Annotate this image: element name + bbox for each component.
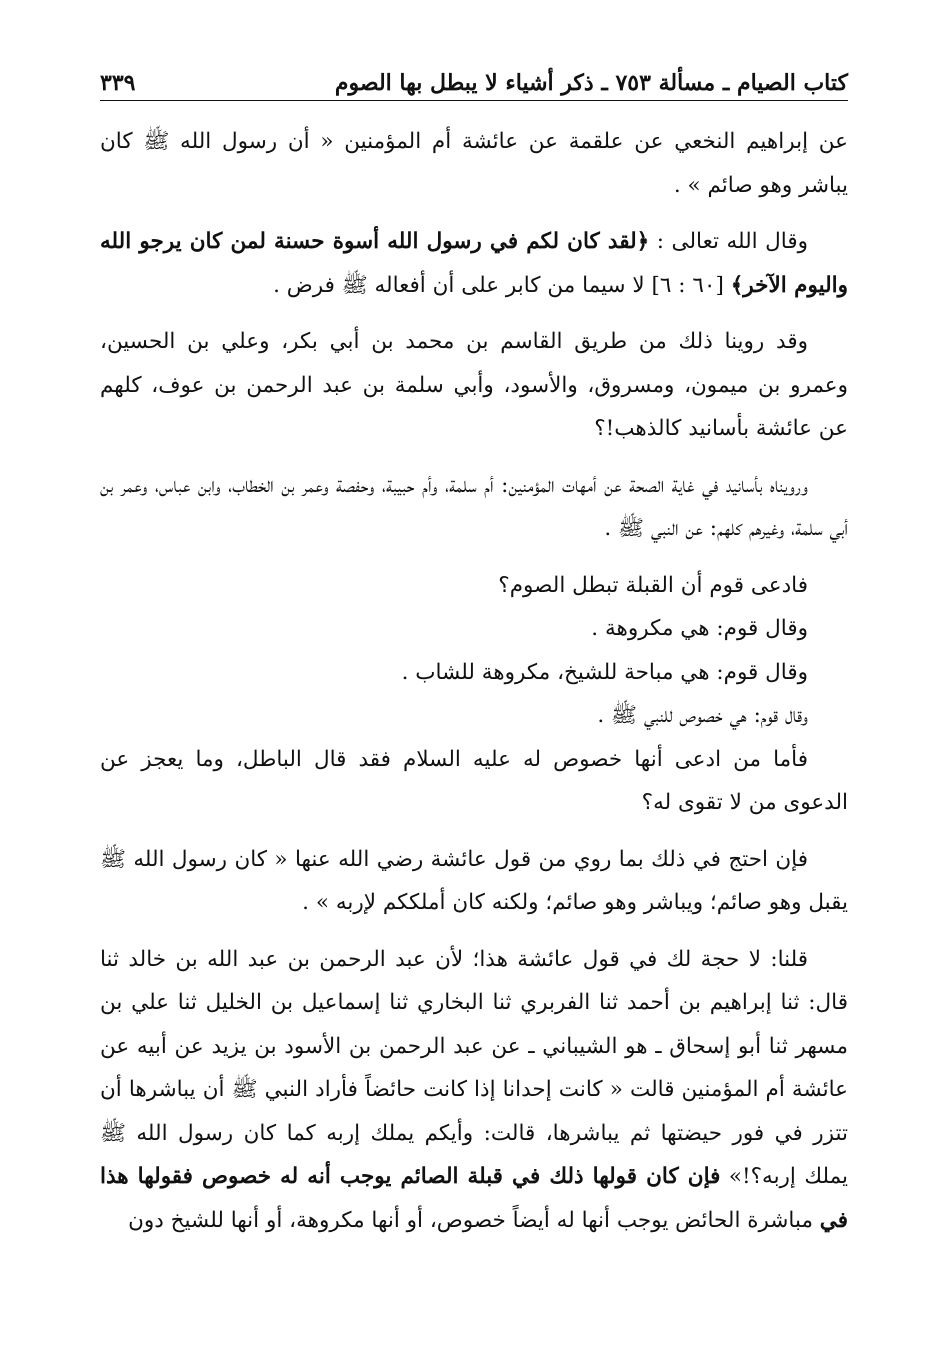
paragraph-1-text: عن إبراهيم النخعي عن علقمة عن عائشة أم المؤمنين « أن رسول الله ﷺ كان يباشر وهو صائم » . xyxy=(100,129,848,198)
paragraph-4-text: ورويناه بأسانيد في غاية الصحة عن أمهات المؤمنين: أم سلمة، وأم حبيبة، وحفصة وعمر بن الخطاب، وابن عباس، وعمر بن أبي سلمة، وغيرهم كلهم: عن النبي ﷺ . xyxy=(100,472,848,541)
paragraph-7 xyxy=(100,938,848,1243)
header-title: كتاب الصيام ـ مسألة ٧٥٣ ـ ذكر أشياء لا يبطل بها الصوم xyxy=(334,70,848,96)
opinion-line: وقال قوم: هي مباحة للشيخ، مكروهة للشاب . xyxy=(401,659,808,685)
page-body xyxy=(100,120,848,1255)
paragraph-2-rest: [٦٠ : ٦] لا سيما من كابر على أن أفعاله ﷺ فرض . xyxy=(273,272,731,298)
paragraph-2 xyxy=(100,220,848,307)
paragraph-3-text: وقد روينا ذلك من طريق القاسم بن محمد بن أبي بكر، وعلي بن الحسين، وعمرو بن ميمون، ومسروق، والأسود، وأبي سلمة بن عبد الرحمن بن عوف، كلهم عن عائشة بأسانيد كالذهب!؟ xyxy=(100,329,848,441)
paragraph-7-text: قلنا: لا حجة لك في قول عائشة هذا؛ لأن عبد الرحمن بن عبد الله بن خالد ثنا قال: ثنا إبراهيم بن أحمد ثنا الفربري ثنا البخاري ثنا إسماعيل بن الخليل ثنا علي بن مسهر ثنا أبو إسحاق ـ هو الشيباني ـ عن عبد الرحمن بن الأسود بن يزيد عن أبيه عن عائشة أم المؤمنين قالت « كانت إحدانا إذا كانت حائضاً فأراد النبي ﷺ أن يباشرها أن تتزر في فور حيضتها ثم يباشرها، قالت: وأيكم يملك إربه كما كان رسول الله ﷺ يملك إربه؟!» xyxy=(100,946,848,1189)
paragraph-6 xyxy=(100,838,848,925)
page-number: ٣٣٩ xyxy=(100,70,136,96)
opinion-line: وقال قوم: هي مكروهة . xyxy=(591,616,808,641)
paragraph-1 xyxy=(100,120,848,207)
opinion-line: وقال قوم: هي خصوص للنبي ﷺ . xyxy=(597,703,808,728)
paragraph-5-text: فأما من ادعى أنها خصوص له عليه السلام فقد قال الباطل، وما يعجز عن الدعوى من لا تقوى له؟ xyxy=(100,746,848,815)
opinion-line: فادعى قوم أن القبلة تبطل الصوم؟ xyxy=(498,572,808,598)
paragraph-2-intro: وقال الله تعالى : xyxy=(649,229,808,254)
quran-verse: ﴿لقد كان لكم في رسول الله أسوة حسنة لمن كان يرجو الله واليوم الآخر﴾ xyxy=(100,229,848,298)
opinions-list xyxy=(100,564,848,738)
running-header xyxy=(100,52,848,101)
paragraph-6-text: فإن احتج في ذلك بما روي من قول عائشة رضي الله عنها « كان رسول الله ﷺ يقبل وهو صائم؛ ويباشر وهو صائم؛ ولكنه كان أملككم لإربه » . xyxy=(100,846,848,915)
paragraph-4 xyxy=(100,464,848,551)
paragraph-7-bold: فإن كان قولها ذلك في قبلة الصائم يوجب أنه له خصوص فقولها هذا في xyxy=(100,1164,848,1233)
paragraph-7-tail: مباشرة الحائض يوجب أنها له أيضاً خصوص، أو أنها مكروهة، أو أنها للشيخ دون xyxy=(128,1207,820,1233)
paragraph-3 xyxy=(100,320,848,451)
paragraph-5 xyxy=(100,738,848,825)
